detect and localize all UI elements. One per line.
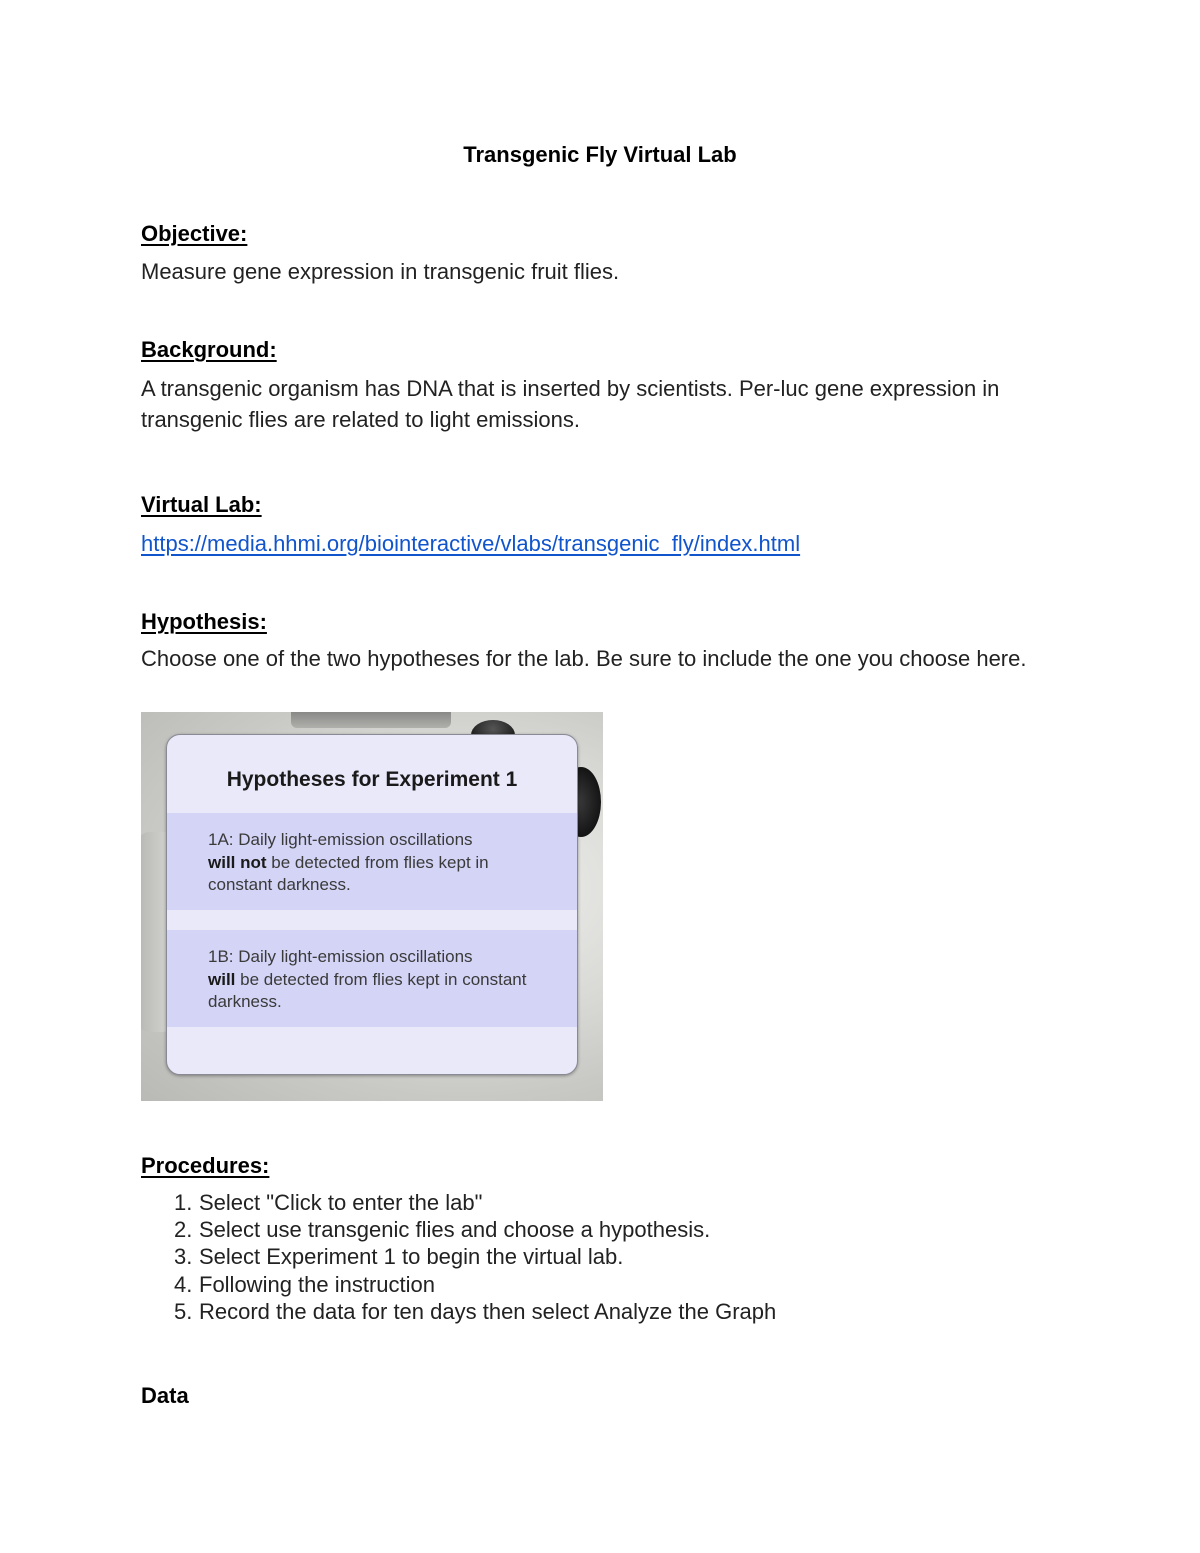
hypothesis-text: Choose one of the two hypotheses for the lab. Be sure to include the one you choose here. — [141, 646, 1027, 671]
list-number: 3. — [174, 1244, 193, 1270]
hypothesis-heading: Hypothesis: — [141, 609, 267, 634]
list-number: 4. — [174, 1271, 193, 1297]
option-suffix: be detected from flies kept in constant darkness. — [208, 852, 489, 894]
list-item — [141, 1189, 776, 1216]
document-title: Transgenic Fly Virtual Lab — [463, 142, 737, 167]
list-item — [141, 1216, 776, 1243]
lab-equipment-shape — [291, 712, 451, 728]
objective-text: Measure gene expression in transgenic fruit flies. — [141, 259, 620, 284]
list-text: Select Experiment 1 to begin the virtual lab. — [199, 1244, 624, 1270]
procedures-heading: Procedures: — [141, 1153, 270, 1178]
option-prefix: 1B: Daily light-emission oscillations — [208, 947, 473, 966]
list-number: 2. — [174, 1217, 193, 1243]
procedures-list — [141, 1189, 776, 1325]
list-number: 1. — [174, 1190, 193, 1215]
list-text: Record the data for ten days then select Analyze the Graph — [199, 1298, 777, 1324]
hypotheses-panel — [166, 734, 578, 1075]
list-item — [141, 1298, 776, 1325]
background-text: A transgenic organism has DNA that is inserted by scientists. Per-luc gene expression in transgenic flies are related to light emissions. — [141, 376, 1000, 432]
option-prefix: 1A: Daily light-emission oscillations — [208, 830, 473, 849]
option-suffix: be detected from flies kept in constant darkness. — [208, 969, 527, 1011]
data-heading: Data — [141, 1383, 189, 1408]
panel-title: Hypotheses for Experiment 1 — [226, 768, 518, 791]
virtual-lab-heading: Virtual Lab: — [141, 492, 262, 517]
hypothesis-option-1a[interactable] — [167, 813, 577, 910]
background-heading: Background: — [141, 337, 277, 362]
list-number: 5. — [174, 1298, 193, 1324]
virtual-lab-link[interactable]: https://media.hhmi.org/biointeractive/vlabs/transgenic_fly/index.html — [141, 531, 801, 556]
option-emphasis: will — [208, 969, 236, 989]
list-item — [141, 1271, 776, 1298]
list-item — [141, 1243, 776, 1270]
hypothesis-option-1b[interactable] — [167, 930, 577, 1027]
list-text: Select "Click to enter the lab" — [199, 1190, 483, 1215]
list-text: Select use transgenic flies and choose a hypothesis. — [199, 1217, 711, 1243]
option-emphasis: will not — [208, 852, 267, 872]
list-text: Following the instruction — [199, 1271, 436, 1297]
objective-heading: Objective: — [141, 221, 248, 246]
hypotheses-screenshot — [141, 712, 603, 1101]
